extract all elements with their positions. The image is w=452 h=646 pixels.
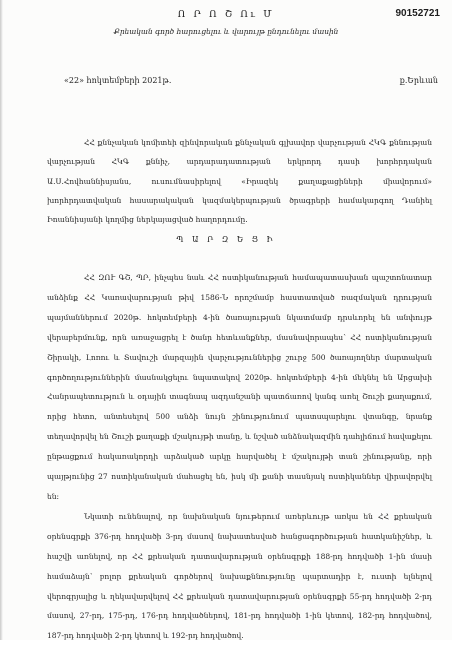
document-number: 90152721 — [395, 8, 440, 19]
document-date: «22» հոկտեմբերի 2021թ. — [64, 76, 172, 85]
document-subtitle: Քրեական գործ հարուցելու և վարույթ ընդունելու մասին — [113, 27, 339, 36]
document-body — [47, 268, 432, 646]
body-paragraph: ՀՀ ԶՈՒ ԳՇ, ՊՐ, ինչպես նաև ՀՀ ոստիկանության համապատասխան պաշտոնատար անձինք ՀՀ Կառավարության թիվ 1586-Ն որոշմամբ հաստատված ռազմական դրության պայմաններում 2020թ. հոկտեմբերի 4-ին ծառայության նկատմամբ դրսևորել են անփույթ վերաբերմունք, որն առաջացրել է ծանր հետևանքներ, մասնավորապես՝ ՀՀ ոստիկանության Շիրակի, Լոռու և Տավուշի մարզային վարչություններից շուրջ 500 ծառայողներ մարտական գործողություններին մասնակցելու նպատակով 2020թ. հոկտեմբերի 4-ին մեկնել են Արցախի Հանրապետություն և օդային տագնապ ազդանշանի պատճառով կանգ առել Շուշի քաղաքում, որից հետո, անտեսելով 500 անձի նույն շինությունում պատսպարելու վտանգը, նրանք տեղավորվել են Շուշի քաղաքի մշակույթի տանը, և նշված անձնակազմին դահլիճում հավաքելու ընթացքում հակառակորդի արձակած արկը հարվածել է մշակույթի տան շինությանը, որի պայթյունից 27 ոստիկանական մահացել են, իսկ մի քանի տասնյակ ոստիկաններ վիրավորվել են: — [47, 273, 432, 501]
scan-edge-shadow — [0, 0, 3, 640]
intro-paragraph: ՀՀ քննչական կոմիտեի զինվորական քննչական գլխավոր վարչության ՀԿԳ քննության վարչության ՀԿԳ քննիչ, արդարադատության երկրորդ դասի խորհրդական Ա.Ս.Հովհաննիսյանս, ուսումնասիրելով «Իրազեկ քաղաքացիների միավորում» խորհրդատվական հասարակական կազմակերպության ծրագրերի համակարգող Դանիել Իոաննիսյանի կողմից ներկայացված հաղորդումը. — [47, 138, 432, 225]
decided-heading: Պ Ա Ր Զ Ե Ց Ի — [176, 235, 276, 244]
body-paragraph: Նկատի ունենալով, որ նախնական նյութերում առերևույթ առկա են ՀՀ քրեական օրենսգրքի 376-րդ հոդվածի 3-րդ մասով նախատեսված հանցագործության հատկանիշներ, և հաշվի առնելով, որ ՀՀ քրեական դատավարության օրենսգրքի 188-րդ հոդվածի 1-ին մասի համաձայն՝ բոլոր քրեական գործերով նախաքննությունը պարտադիր է, ուստի ելնելով վերոգրյալից և ղեկավարվելով ՀՀ քրեական դատավարության օրենսգրքի 55-րդ հոդվածի 2-րդ մասով, 27-րդ, 175-րդ, 176-րդ հոդվածներով, 181-րդ հոդվածի 1-ին կետով, 182-րդ հոդվածով, 187-րդ հոդվածի 2-րդ կետով և 192-րդ հոդվածով. — [47, 511, 432, 641]
document-place: ք.Երևան — [399, 76, 438, 85]
document-title: Ո Ր Ո Շ Ու Մ — [177, 9, 275, 20]
